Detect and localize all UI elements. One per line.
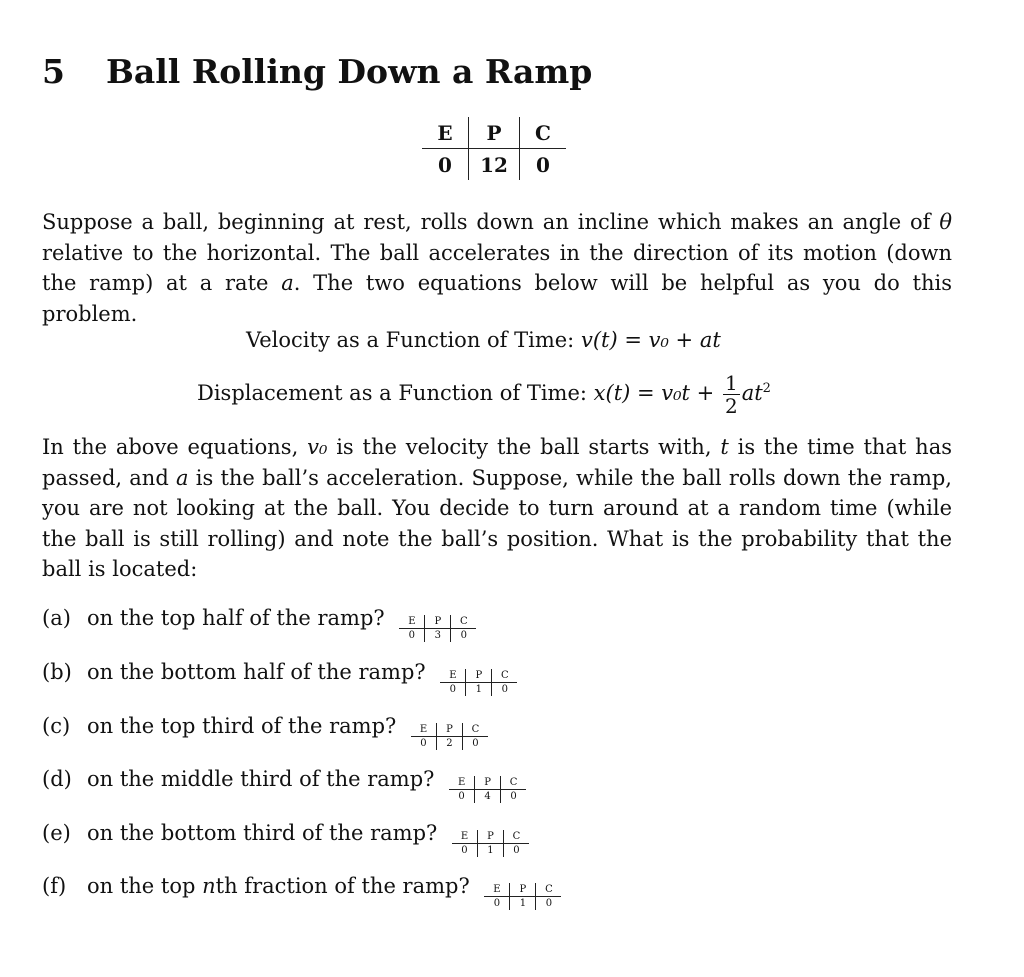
intro-text-3: . The two equations below will be helpful as you do this problem. (42, 271, 952, 326)
question-label: (d) (42, 767, 72, 791)
question-a (42, 606, 476, 642)
score-value-p: 3 (425, 629, 451, 643)
explanation-text-1: In the above equations, (42, 435, 299, 459)
question-text: on the bottom third of the ramp? (87, 821, 438, 845)
score-header-c: C (451, 615, 477, 629)
section-heading (42, 52, 592, 91)
score-value-e: 0 (458, 790, 465, 802)
score-value-c: 0 (451, 629, 477, 643)
question-score-table (411, 723, 488, 750)
score-header-e: E (452, 830, 478, 844)
score-header-e: E (411, 723, 437, 737)
question-score-table (399, 615, 476, 642)
initial-velocity-symbol: v₀ (307, 435, 328, 459)
score-value-e: 0 (493, 897, 501, 909)
acceleration-symbol: a (281, 271, 294, 295)
velocity-expression: v(t) = v₀ + at (580, 328, 721, 352)
score-header-p: P (466, 669, 492, 683)
question-b (42, 660, 517, 696)
score-header-c: C (501, 776, 527, 790)
displacement-equation (197, 372, 771, 417)
displacement-rhs: at (741, 381, 763, 405)
section-title: Ball Rolling Down a Ramp (106, 52, 593, 91)
score-header-c: C (536, 883, 562, 897)
score-value-p: 12 (469, 149, 520, 181)
question-label: (c) (42, 714, 71, 738)
question-score-table (484, 883, 561, 910)
score-value-c: 0 (492, 683, 518, 697)
explanation-text-4: is the ball’s acceleration. Suppose, while the ball rolls down the ramp, you are not looking at the ball. You decide to turn around at a random time (while the ball is still rolling) and note the ball’s position. What is the probability that the ball is located: (42, 465, 952, 581)
score-value-e: 0 (461, 844, 468, 856)
question-score-table (449, 776, 526, 803)
score-value-e: 0 (420, 737, 427, 749)
fraction-denominator: 2 (724, 394, 738, 418)
displacement-label: Displacement as a Function of Time: (197, 381, 587, 405)
section-score-table (422, 117, 566, 180)
score-header-p: P (425, 615, 451, 629)
score-value-e: 0 (449, 683, 457, 695)
score-header-c: C (520, 117, 567, 149)
score-value-c: 0 (501, 790, 527, 804)
question-label: (a) (42, 606, 71, 630)
question-c (42, 714, 488, 750)
score-header-p: P (469, 117, 520, 149)
score-value-p: 1 (510, 897, 536, 911)
intro-paragraph (42, 207, 952, 329)
section-number: 5 (42, 52, 65, 91)
one-half-fraction (723, 372, 740, 417)
score-header-p: P (477, 830, 503, 844)
score-value-e: 0 (408, 629, 416, 641)
score-header-e: E (449, 776, 475, 790)
score-value-p: 1 (466, 683, 492, 697)
score-header-c: C (492, 669, 518, 683)
score-header-c: C (503, 830, 529, 844)
question-text: on the top half of the ramp? (87, 606, 385, 630)
score-header-p: P (436, 723, 462, 737)
fraction-numerator: 1 (724, 371, 738, 395)
score-header-p: P (510, 883, 536, 897)
question-e (42, 821, 529, 857)
question-text: on the middle third of the ramp? (87, 767, 435, 791)
score-value-p: 1 (477, 844, 503, 858)
score-value-c: 0 (503, 844, 529, 858)
explanation-paragraph (42, 432, 952, 585)
velocity-label: Velocity as a Function of Time: (246, 328, 575, 352)
question-text: on the top third of the ramp? (87, 714, 397, 738)
question-score-table (452, 830, 529, 857)
displacement-lhs: x(t) = v₀t + (593, 381, 715, 405)
intro-text-1: Suppose a ball, beginning at rest, rolls down an incline which makes an angle of (42, 210, 931, 234)
question-f (42, 874, 561, 910)
theta-symbol: θ (939, 210, 952, 234)
question-text-before: on the top (87, 874, 196, 898)
velocity-equation (246, 328, 721, 352)
question-label: (f) (42, 874, 67, 898)
score-value-p: 4 (475, 790, 501, 804)
score-header-c: C (462, 723, 488, 737)
explanation-text-2: is the velocity the ball starts with, (336, 435, 712, 459)
score-value-c: 0 (520, 149, 567, 181)
score-header-e: E (440, 669, 466, 683)
exponent: 2 (762, 381, 771, 396)
explanation-text-3: is the time that has passed, and (42, 435, 953, 490)
question-text-after: th fraction of the ramp? (215, 874, 470, 898)
score-header-e: E (484, 883, 510, 897)
time-symbol: t (720, 435, 729, 459)
acceleration-symbol-2: a (176, 465, 189, 490)
question-d (42, 767, 526, 803)
score-value-p: 2 (436, 737, 462, 751)
question-label: (b) (42, 660, 72, 684)
score-value-e: 0 (438, 152, 452, 177)
score-value-c: 0 (536, 897, 562, 911)
question-score-table (440, 669, 517, 696)
n-symbol: n (202, 874, 216, 898)
score-header-p: P (475, 776, 501, 790)
question-label: (e) (42, 821, 71, 845)
intro-text-2: relative to the horizontal. The ball accelerates in the direction of its motion (down the ramp) at a rate (42, 240, 952, 295)
score-header-e: E (399, 615, 425, 629)
score-value-c: 0 (462, 737, 488, 751)
score-header-e: E (422, 117, 469, 149)
question-text: on the bottom half of the ramp? (87, 660, 426, 684)
